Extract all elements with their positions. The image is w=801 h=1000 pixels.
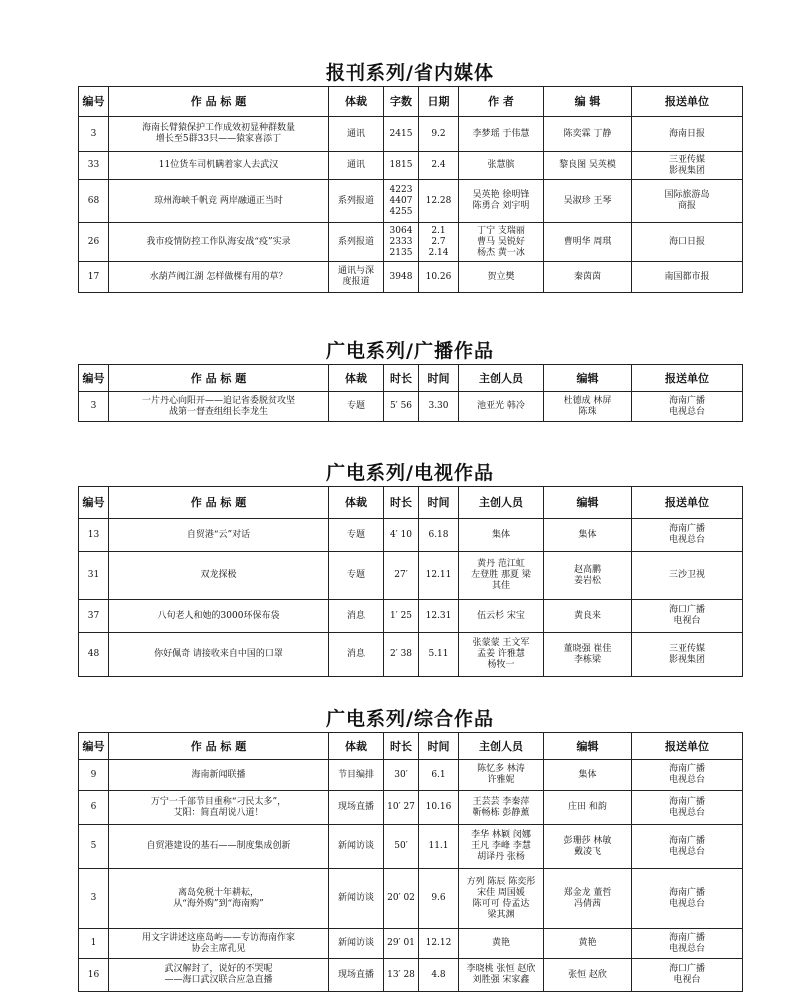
table-cell: 新闻访谈 bbox=[329, 929, 384, 959]
table-cell: 曹明华 周琪 bbox=[544, 223, 632, 262]
table-cell: 专题 bbox=[329, 392, 384, 422]
table-cell: 节目编排 bbox=[329, 760, 384, 791]
column-header: 编 辑 bbox=[544, 87, 632, 117]
table-cell: 黎良图 吴英模 bbox=[544, 152, 632, 180]
table-row bbox=[79, 262, 743, 293]
table-cell: 50′ bbox=[384, 825, 419, 869]
table-cell: 5 bbox=[79, 825, 109, 869]
table-cell: 国际旅游岛 商报 bbox=[632, 180, 743, 223]
table-cell: 专题 bbox=[329, 552, 384, 600]
table-row bbox=[79, 152, 743, 180]
table-cell: 海南广播 电视总台 bbox=[632, 929, 743, 959]
table-cell: 一片丹心向阳开——追记省委脱贫攻坚 战第一督查组组长李龙生 bbox=[109, 392, 329, 422]
table-cell: 海南广播 电视总台 bbox=[632, 392, 743, 422]
table-cell: 12.31 bbox=[419, 600, 459, 633]
table-cell: 张慧膑 bbox=[459, 152, 544, 180]
table-row bbox=[79, 929, 743, 959]
table-cell: 系列报道 bbox=[329, 223, 384, 262]
table-cell: 张蒙蒙 王文军 孟姜 许雅慧 杨牧一 bbox=[459, 633, 544, 677]
table-cell: 张恒 赵欣 bbox=[544, 959, 632, 992]
column-header: 字数 bbox=[384, 87, 419, 117]
table-cell: 通讯与深 度报道 bbox=[329, 262, 384, 293]
table-cell: 三亚传媒 影视集团 bbox=[632, 633, 743, 677]
table-cell: 13′ 28 bbox=[384, 959, 419, 992]
table-row bbox=[79, 117, 743, 152]
table-cell: 3 bbox=[79, 392, 109, 422]
column-header: 时长 bbox=[384, 365, 419, 392]
table-cell: 11位货车司机瞒着家人去武汉 bbox=[109, 152, 329, 180]
table-cell: 自贸港建设的基石——制度集成创新 bbox=[109, 825, 329, 869]
table-cell: 30′ bbox=[384, 760, 419, 791]
table-cell: 李华 林颖 闵娜 王凡 李峰 李慧 胡译丹 张杨 bbox=[459, 825, 544, 869]
table-cell: 新闻访谈 bbox=[329, 825, 384, 869]
column-header: 报送单位 bbox=[632, 365, 743, 392]
section-tv bbox=[78, 460, 742, 677]
table-cell: 12.12 bbox=[419, 929, 459, 959]
table-cell: 彭珊莎 林敏 戴凌飞 bbox=[544, 825, 632, 869]
table-cell: 系列报道 bbox=[329, 180, 384, 223]
column-header: 主创人员 bbox=[459, 487, 544, 519]
table-row bbox=[79, 791, 743, 825]
table-cell: 董晓强 崔佳 李栋梁 bbox=[544, 633, 632, 677]
table-cell: 1′ 25 bbox=[384, 600, 419, 633]
column-header: 时长 bbox=[384, 487, 419, 519]
column-header: 时间 bbox=[419, 365, 459, 392]
column-header: 日期 bbox=[419, 87, 459, 117]
table-row bbox=[79, 959, 743, 992]
table-cell: 9.2 bbox=[419, 117, 459, 152]
table-row bbox=[79, 633, 743, 677]
table-cell: 海口日报 bbox=[632, 223, 743, 262]
table-cell: 33 bbox=[79, 152, 109, 180]
table-cell: 离岛免税十年耕耘， 从“海外购”到“海南购” bbox=[109, 869, 329, 929]
table-cell: 6.1 bbox=[419, 760, 459, 791]
table-cell: 10.16 bbox=[419, 791, 459, 825]
table-cell: 吴淑珍 王琴 bbox=[544, 180, 632, 223]
column-header: 体裁 bbox=[329, 87, 384, 117]
table-cell: 消息 bbox=[329, 600, 384, 633]
table-cell: 20′ 02 bbox=[384, 869, 419, 929]
table-row bbox=[79, 180, 743, 223]
table-cell: 通讯 bbox=[329, 152, 384, 180]
column-header: 编辑 bbox=[544, 733, 632, 760]
table-cell: 48 bbox=[79, 633, 109, 677]
section-comprehensive bbox=[78, 706, 742, 992]
table-cell: 李晓桃 张恒 赵欣 刘胜强 宋家鑫 bbox=[459, 959, 544, 992]
column-header: 作 品 标 题 bbox=[109, 487, 329, 519]
table-cell: 王芸芸 李秦萍 靳畅栋 彭静薰 bbox=[459, 791, 544, 825]
table-cell: 通讯 bbox=[329, 117, 384, 152]
table-cell: 你好佩奇 请接收来自中国的口罩 bbox=[109, 633, 329, 677]
table-radio bbox=[78, 364, 743, 422]
table-cell: 新闻访谈 bbox=[329, 869, 384, 929]
table-cell: 3.30 bbox=[419, 392, 459, 422]
table-comprehensive bbox=[78, 732, 743, 992]
table-header-row bbox=[79, 733, 743, 760]
table-cell: 31 bbox=[79, 552, 109, 600]
table-cell: 10′ 27 bbox=[384, 791, 419, 825]
table-row bbox=[79, 519, 743, 552]
table-cell: 12.28 bbox=[419, 180, 459, 223]
table-print-media bbox=[78, 86, 743, 293]
table-cell: 11.1 bbox=[419, 825, 459, 869]
table-cell: 1 bbox=[79, 929, 109, 959]
section-title: 广电系列/综合作品 bbox=[326, 708, 494, 730]
table-cell: 12.11 bbox=[419, 552, 459, 600]
table-cell: 9.6 bbox=[419, 869, 459, 929]
table-cell: 庄田 和韵 bbox=[544, 791, 632, 825]
table-cell: 9 bbox=[79, 760, 109, 791]
table-cell: 海口广播 电视台 bbox=[632, 600, 743, 633]
table-cell: 八旬老人和她的3000环保布袋 bbox=[109, 600, 329, 633]
table-cell: 6 bbox=[79, 791, 109, 825]
column-header: 时间 bbox=[419, 487, 459, 519]
section-title: 报刊系列/省内媒体 bbox=[326, 62, 494, 84]
table-cell: 5′ 56 bbox=[384, 392, 419, 422]
column-header: 报送单位 bbox=[632, 487, 743, 519]
table-cell: 万宁一千部节目重称“刁民太多”， 艾阳：简直胡说八道！ bbox=[109, 791, 329, 825]
column-header: 编号 bbox=[79, 487, 109, 519]
column-header: 编辑 bbox=[544, 487, 632, 519]
table-cell: 4.8 bbox=[419, 959, 459, 992]
table-cell: 陈忆多 林涛 许雅妮 bbox=[459, 760, 544, 791]
table-cell: 4′ 10 bbox=[384, 519, 419, 552]
table-cell: 我市疫情防控工作队海安战“疫”实录 bbox=[109, 223, 329, 262]
table-cell: 池亚光 韩冷 bbox=[459, 392, 544, 422]
section-print-media bbox=[78, 60, 742, 293]
table-cell: 自贸港“云”对话 bbox=[109, 519, 329, 552]
table-cell: 方列 陈辰 陈奕彤 宋佳 周国媛 陈可可 侍孟达 梁其渊 bbox=[459, 869, 544, 929]
table-cell: 海南长臂猿保护工作成效初显种群数量 增长至5群33只——猿家喜添丁 bbox=[109, 117, 329, 152]
table-cell: 3064 2333 2135 bbox=[384, 223, 419, 262]
column-header: 作 者 bbox=[459, 87, 544, 117]
table-cell: 29′ 01 bbox=[384, 929, 419, 959]
column-header: 主创人员 bbox=[459, 365, 544, 392]
column-header: 报送单位 bbox=[632, 87, 743, 117]
table-cell: 6.18 bbox=[419, 519, 459, 552]
table-cell: 现场直播 bbox=[329, 959, 384, 992]
table-cell: 郑金龙 董哲 冯倩茜 bbox=[544, 869, 632, 929]
column-header: 编号 bbox=[79, 733, 109, 760]
table-cell: 16 bbox=[79, 959, 109, 992]
table-header-row bbox=[79, 487, 743, 519]
table-tv bbox=[78, 486, 743, 677]
table-cell: 3948 bbox=[384, 262, 419, 293]
table-cell: 李梦瑶 于伟慧 bbox=[459, 117, 544, 152]
column-header: 作 品 标 题 bbox=[109, 87, 329, 117]
column-header: 体裁 bbox=[329, 365, 384, 392]
table-row bbox=[79, 825, 743, 869]
column-header: 编号 bbox=[79, 365, 109, 392]
table-cell: 2.4 bbox=[419, 152, 459, 180]
column-header: 主创人员 bbox=[459, 733, 544, 760]
table-cell: 秦茵茵 bbox=[544, 262, 632, 293]
table-cell: 68 bbox=[79, 180, 109, 223]
table-cell: 黄丹 范江虹 左登胜 那夏 梁 其佳 bbox=[459, 552, 544, 600]
table-row bbox=[79, 760, 743, 791]
column-header: 作 品 标 题 bbox=[109, 733, 329, 760]
column-header: 体裁 bbox=[329, 487, 384, 519]
table-cell: 4223 4407 4255 bbox=[384, 180, 419, 223]
column-header: 编号 bbox=[79, 87, 109, 117]
table-cell: 专题 bbox=[329, 519, 384, 552]
table-header-row bbox=[79, 365, 743, 392]
table-cell: 海南广播 电视总台 bbox=[632, 869, 743, 929]
table-row bbox=[79, 600, 743, 633]
table-cell: 赵高鹏 姜岩松 bbox=[544, 552, 632, 600]
column-header: 时间 bbox=[419, 733, 459, 760]
table-cell: 海南广播 电视总台 bbox=[632, 791, 743, 825]
section-title: 广电系列/电视作品 bbox=[326, 462, 494, 484]
table-cell: 双龙探极 bbox=[109, 552, 329, 600]
table-cell: 黄艳 bbox=[544, 929, 632, 959]
table-cell: 丁宁 支瑞丽 曹马 吴锐好 杨杰 黄一冰 bbox=[459, 223, 544, 262]
table-cell: 杜德成 林屏 陈珠 bbox=[544, 392, 632, 422]
table-cell: 海南广播 电视总台 bbox=[632, 760, 743, 791]
table-cell: 3 bbox=[79, 869, 109, 929]
table-cell: 2415 bbox=[384, 117, 419, 152]
table-cell: 海口广播 电视台 bbox=[632, 959, 743, 992]
table-cell: 26 bbox=[79, 223, 109, 262]
table-cell: 集体 bbox=[544, 760, 632, 791]
table-cell: 海南新闻联播 bbox=[109, 760, 329, 791]
table-cell: 27′ bbox=[384, 552, 419, 600]
table-cell: 三亚传媒 影视集团 bbox=[632, 152, 743, 180]
table-cell: 黄艳 bbox=[459, 929, 544, 959]
section-title: 广电系列/广播作品 bbox=[326, 340, 494, 362]
table-header-row bbox=[79, 87, 743, 117]
table-cell: 集体 bbox=[459, 519, 544, 552]
table-cell: 贺立樊 bbox=[459, 262, 544, 293]
table-cell: 13 bbox=[79, 519, 109, 552]
table-row bbox=[79, 392, 743, 422]
table-cell: 伍云杉 宋宝 bbox=[459, 600, 544, 633]
table-cell: 37 bbox=[79, 600, 109, 633]
table-cell: 2′ 38 bbox=[384, 633, 419, 677]
table-cell: 5.11 bbox=[419, 633, 459, 677]
section-radio bbox=[78, 338, 742, 422]
table-cell: 南国都市报 bbox=[632, 262, 743, 293]
table-cell: 吴英艳 徐明锋 陈勇合 刘宇明 bbox=[459, 180, 544, 223]
table-cell: 10.26 bbox=[419, 262, 459, 293]
table-row bbox=[79, 223, 743, 262]
table-row bbox=[79, 552, 743, 600]
table-cell: 海南日报 bbox=[632, 117, 743, 152]
table-cell: 17 bbox=[79, 262, 109, 293]
table-cell: 1815 bbox=[384, 152, 419, 180]
table-cell: 海南广播 电视总台 bbox=[632, 519, 743, 552]
table-cell: 集体 bbox=[544, 519, 632, 552]
table-cell: 陈奕霖 丁静 bbox=[544, 117, 632, 152]
column-header: 时长 bbox=[384, 733, 419, 760]
table-cell: 现场直播 bbox=[329, 791, 384, 825]
table-cell: 海南广播 电视总台 bbox=[632, 825, 743, 869]
table-cell: 琼州海峡千帆竞 两岸融通正当时 bbox=[109, 180, 329, 223]
table-cell: 消息 bbox=[329, 633, 384, 677]
table-cell: 用文字讲述这座岛屿——专访海南作家 协会主席孔见 bbox=[109, 929, 329, 959]
column-header: 编辑 bbox=[544, 365, 632, 392]
table-cell: 水葫芦阀江湖 怎样做棵有用的草？ bbox=[109, 262, 329, 293]
column-header: 体裁 bbox=[329, 733, 384, 760]
table-cell: 黄良来 bbox=[544, 600, 632, 633]
column-header: 报送单位 bbox=[632, 733, 743, 760]
table-cell: 3 bbox=[79, 117, 109, 152]
table-row bbox=[79, 869, 743, 929]
table-cell: 三沙卫视 bbox=[632, 552, 743, 600]
table-cell: 2.1 2.7 2.14 bbox=[419, 223, 459, 262]
table-cell: 武汉解封了，说好的不哭呢 ——海口武汉联合应急直播 bbox=[109, 959, 329, 992]
column-header: 作 品 标 题 bbox=[109, 365, 329, 392]
